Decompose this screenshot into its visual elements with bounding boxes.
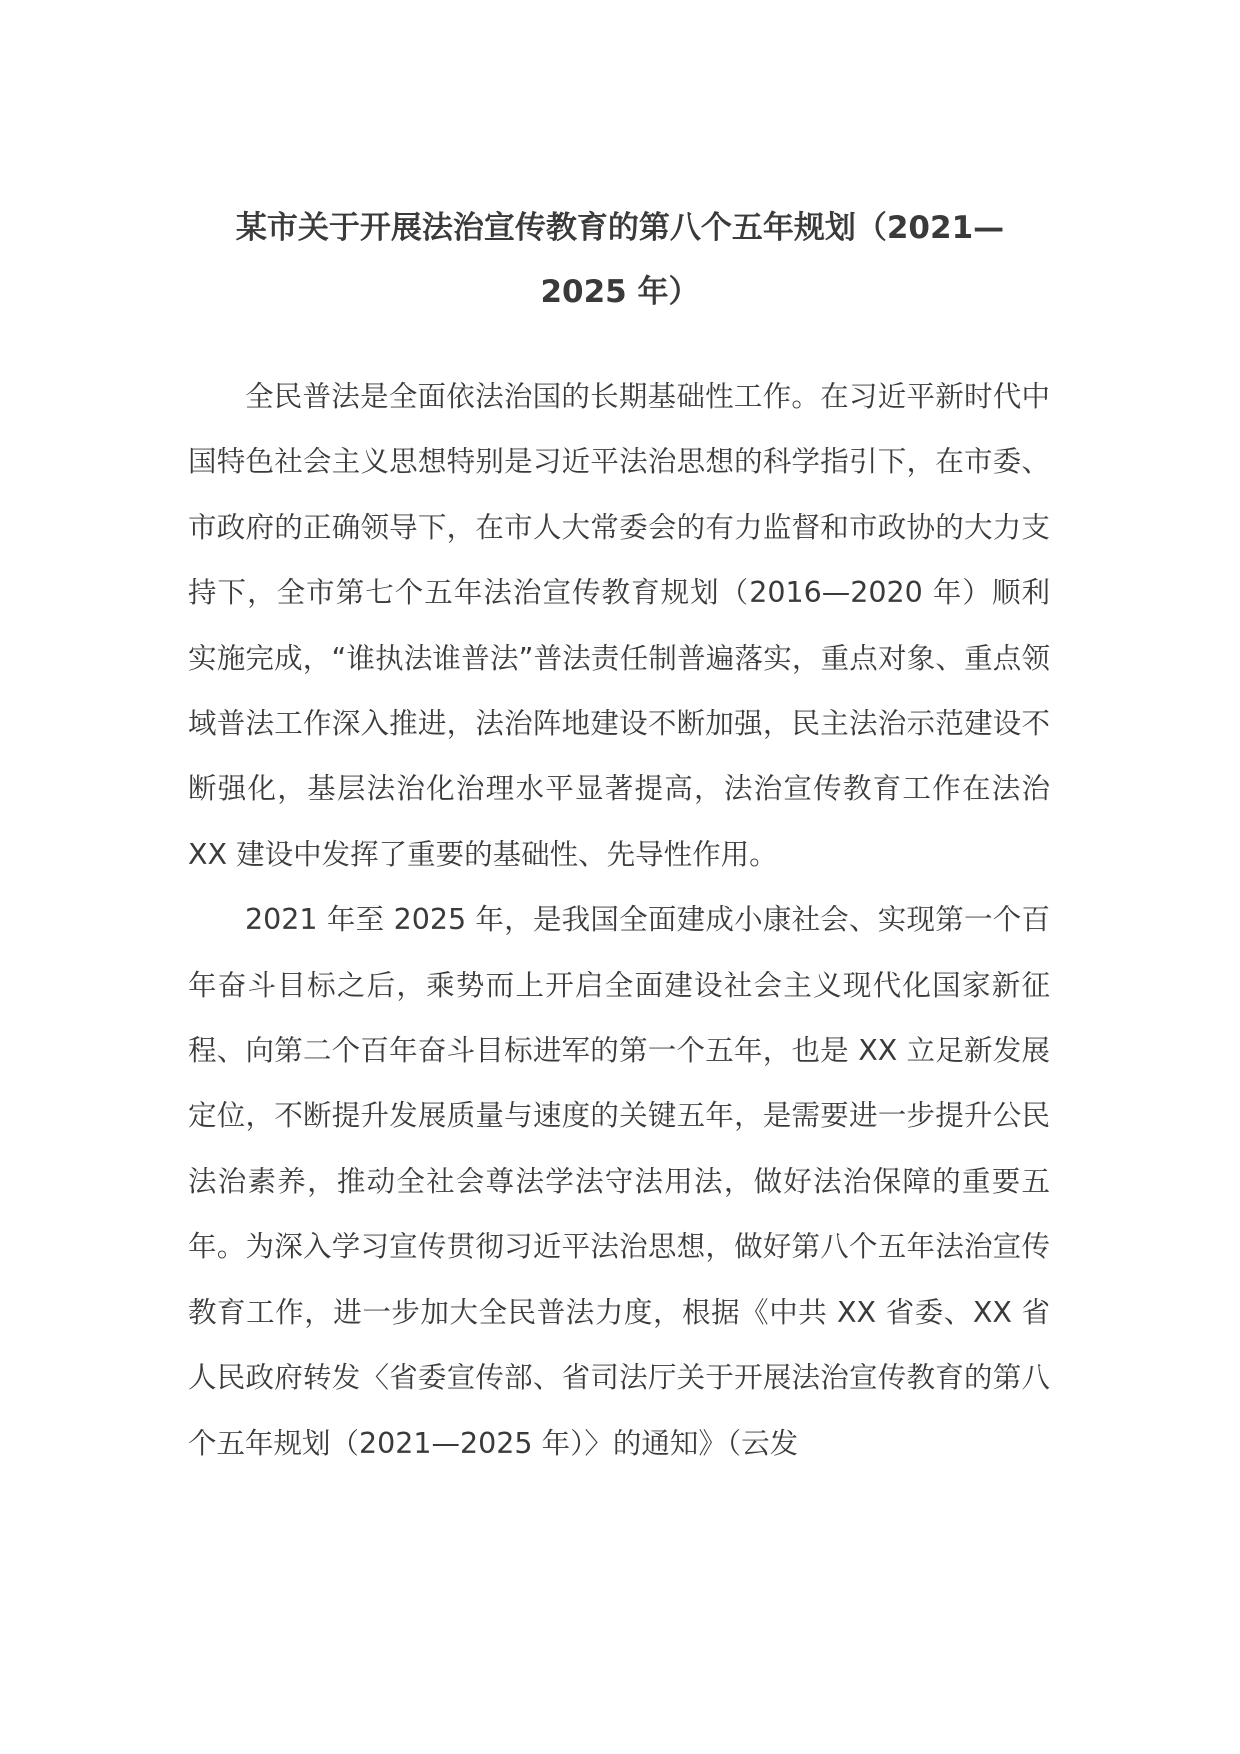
paragraph-1: 全民普法是全面依法治国的长期基础性工作。在习近平新时代中国特色社会主义思想特别是习近平法治思想的科学指引下，在市委、市政府的正确领导下，在市人大常委会的有力监督和市政协的大力支持下，全市第七个五年法治宣传教育规划（2016—2020 年）顺利实施完成，“谁执法谁普法”普法责任制普遍落实，重点对象、重点领域普法工作深入推进，法治阵地建设不断加强，民主法治示范建设不断强化，基层法治化治理水平显著提高，法治宣传教育工作在法治 XX 建设中发挥了重要的基础性、先导性作用。 [188, 380, 1050, 871]
title-line-2: 2025 年） [540, 274, 700, 310]
document-body [188, 364, 1050, 1476]
title-line-1: 某市关于开展法治宣传教育的第八个五年规划（2021— [235, 210, 1005, 246]
document-title [190, 196, 1050, 324]
paragraph-2: 2021 年至 2025 年，是我国全面建成小康社会、实现第一个百年奋斗目标之后，乘势而上开启全面建设社会主义现代化国家新征程、向第二个百年奋斗目标进军的第一个五年，也是 XX 立足新发展定位，不断提升发展质量与速度的关键五年，是需要进一步提升公民法治素养，推动全社会尊法学法守法用法，做好法治保障的重要五年。为深入学习宣传贯彻习近平法治思想，做好第八个五年法治宣传教育工作，进一步加大全民普法力度，根据《中共 XX 省委、XX 省人民政府转发〈省委宣传部、省司法厅关于开展法治宣传教育的第八个五年规划（2021—2025 年）〉的通知》（云发 [188, 903, 1050, 1460]
